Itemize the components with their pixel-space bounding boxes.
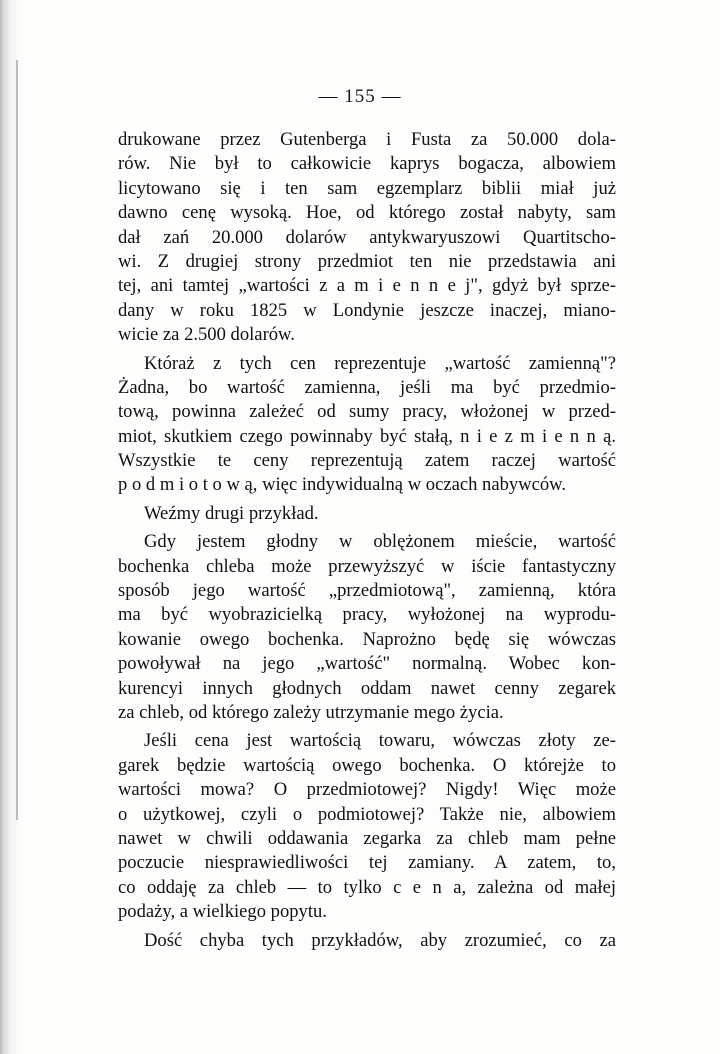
text-line: dany w roku 1825 w Londynie jeszcze inaczej, miano- [118, 299, 616, 321]
text-line: tej, ani tamtej „wartości z a m i e n n e j", gdyż był sprze- [118, 275, 616, 297]
text-line: garek będzie wartością owego bochenka. O którejże to [118, 754, 616, 776]
text-line: ma być wyobrazicielką pracy, wyłożonej na wyprodu- [118, 604, 616, 626]
text-line: p o d m i o t o w ą, więc indywidualną w oczach nabywców. [118, 474, 567, 496]
text-line: licytowano się i ten sam egzemplarz biblii miał już [118, 177, 616, 199]
text-line: Któraż z tych cen reprezentuje „wartość zamienną"? [144, 352, 616, 374]
paragraph [118, 502, 616, 526]
text-line: rów. Nie był to całkowicie kaprys bogacza, albowiem [118, 153, 616, 175]
text-line: Dość chyba tych przykładów, aby zrozumieć, co za [144, 929, 616, 951]
text-line: o użytkowej, czyli o podmiotowej? Także nie, albowiem [118, 803, 616, 825]
text-line: kurencyi innych głodnych oddam nawet cenny zegarek [118, 677, 616, 699]
text-line: Jeśli cena jest wartością towaru, wówczas złoty ze- [144, 730, 616, 752]
text-line: dawno cenę wysoką. Hoe, od którego został nabyty, sam [118, 202, 616, 224]
paragraph [118, 929, 616, 953]
paragraph [118, 729, 616, 924]
paragraph [118, 128, 616, 348]
text-line: drukowane przez Gutenberga i Fusta za 50.000 dola- [118, 129, 616, 150]
text-line: kowanie owego bochenka. Naprożno będę się wówczas [118, 628, 616, 650]
text-line: bochenka chleba może przewyższyć w iście fantastyczny [118, 555, 616, 577]
text-line: nawet w chwili oddawania zegarka za chleb mam pełne [118, 827, 616, 849]
page-number: — 155 — [318, 86, 402, 107]
text-line: podaży, a wielkiego popytu. [118, 901, 327, 923]
text-line: Gdy jestem głodny w oblężonem mieście, wartość [144, 531, 616, 553]
text-line: za chleb, od którego zależy utrzymanie mego życia. [118, 701, 504, 723]
text-line: wicie za 2.500 dolarów. [118, 324, 295, 346]
text-line: poczucie niesprawiedliwości tej zamiany. A zatem, to, [118, 852, 616, 874]
text-line: Wszystkie te ceny reprezentują zatem raczej wartość [118, 450, 616, 472]
text-line: dał zań 20.000 dolarów antykwaryuszowi Quartitscho- [118, 226, 616, 248]
text-line: Weźmy drugi przykład. [144, 502, 319, 524]
page-spine-edge [16, 60, 18, 820]
paragraph [118, 530, 616, 725]
page-spine-shadow [0, 0, 22, 1054]
text-line: powoływał na jego „wartość" normalną. Wobec kon- [118, 653, 616, 675]
text-line: tową, powinna zależeć od sumy pracy, włożonej w przed- [118, 401, 616, 423]
text-line: Żadna, bo wartość zamienna, jeśli ma być przedmio- [118, 376, 616, 398]
page-body-text [118, 128, 616, 953]
text-line: wi. Z drugiej strony przedmiot ten nie przedstawia ani [118, 250, 616, 272]
text-line: co oddaję za chleb — to tylko c e n a, zależna od małej [118, 876, 616, 898]
text-line: wartości mowa? O przedmiotowej? Nigdy! Więc może [118, 779, 616, 801]
text-line: sposób jego wartość „przedmiotową", zamienną, która [118, 580, 616, 602]
paragraph [118, 352, 616, 498]
text-line: miot, skutkiem czego powinnaby być stałą, n i e z m i e n n ą. [118, 425, 616, 447]
